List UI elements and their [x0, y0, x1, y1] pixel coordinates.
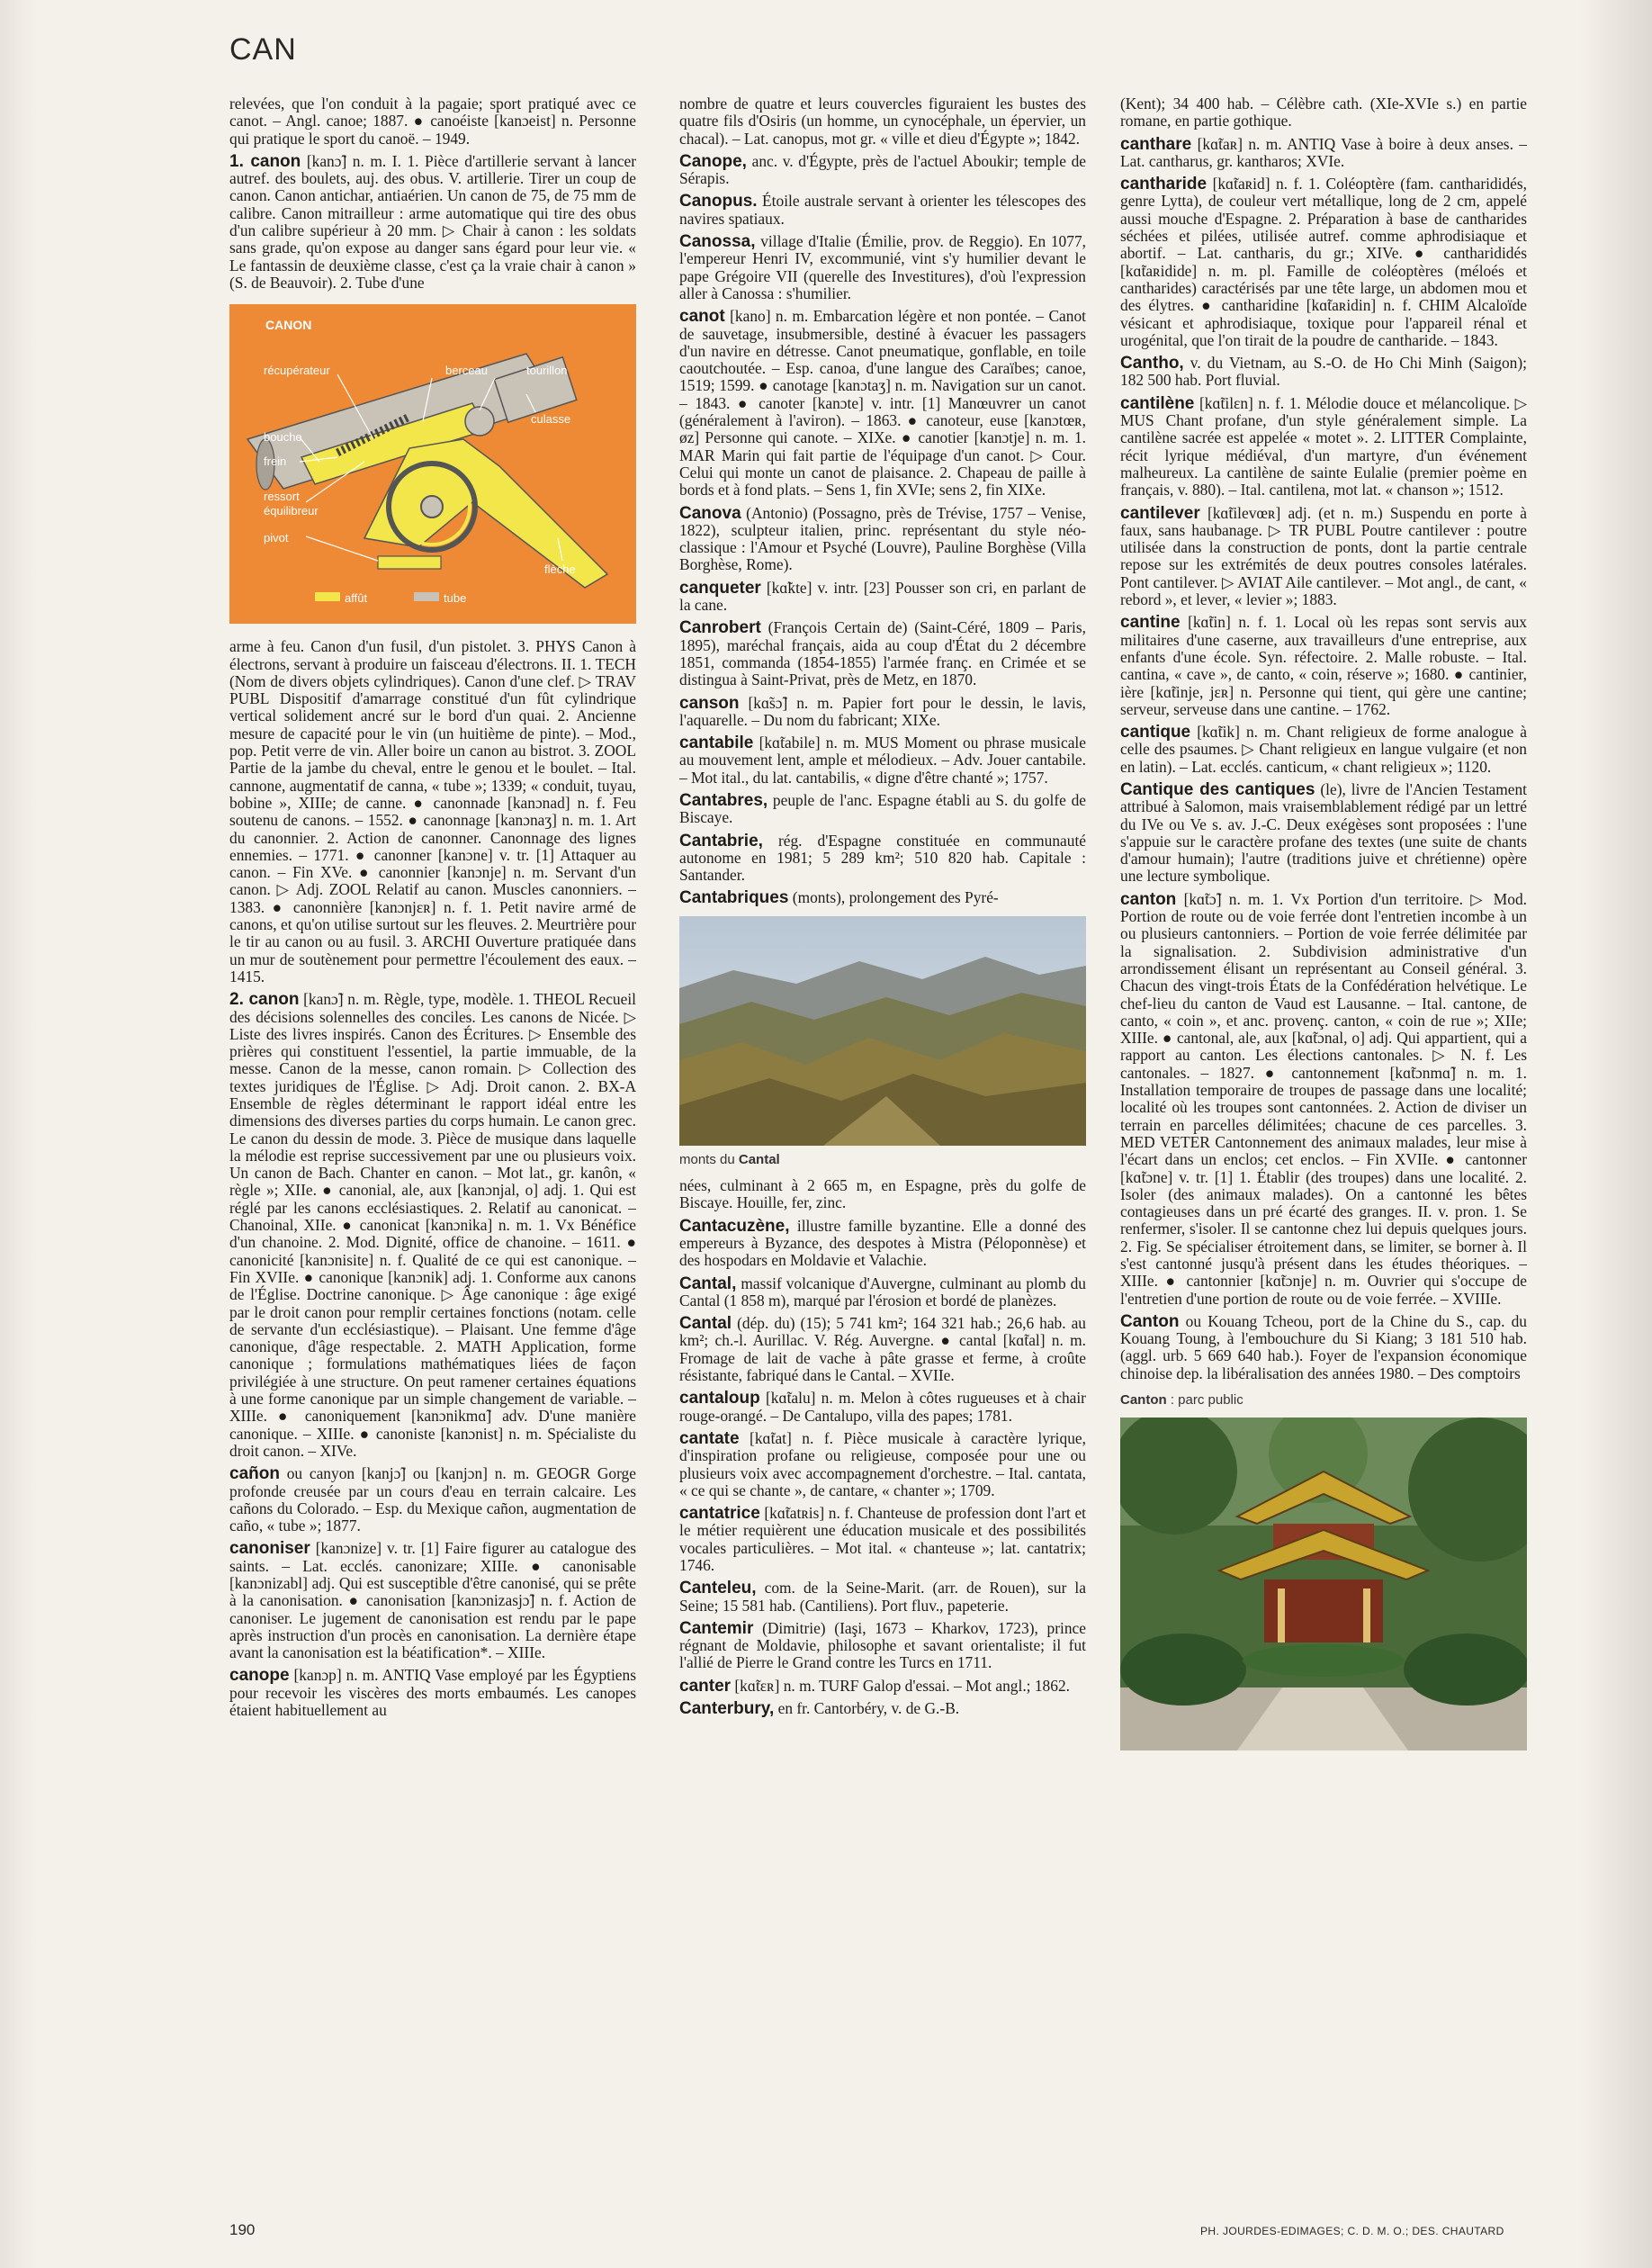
headword: canope: [229, 1666, 290, 1686]
label-tourillon: tourillon: [526, 364, 568, 378]
headword: Canossa,: [679, 232, 756, 252]
cantal-photo-figure: [679, 916, 1086, 1168]
headword: Canova: [679, 503, 741, 523]
definition: illustre famille byzantine. Elle a donné des empereurs à Byzance, des despotes à Mistra (Péloponnèse) et des hospodars en Moldavie et Valachie.: [679, 1216, 1086, 1270]
headword: Cantique des cantiques: [1120, 779, 1315, 799]
headword: cantaloup: [679, 1389, 760, 1408]
definition: (le), livre de l'Ancien Testament attribué à Salomon, mais vraisemblablement rédigé par un lettré du IVe ou Ve s. av. J.-C. Deux exégèses sont proposées : l'une s'appuie sur le caractère profane des textes (une suite de chants d'amour humain); l'autre (traditions juive et chrétienne) opère une lecture symbolique.: [1120, 779, 1527, 886]
entry-cantine: [1120, 614, 1527, 718]
entry-cantabriques-cont: nées, culminant à 2 665 m, en Espagne, près du golfe de Biscaye. Houille, fer, zinc.: [679, 1176, 1086, 1212]
label-culasse: culasse: [531, 412, 571, 427]
headword: 2. canon: [229, 990, 300, 1010]
headword: Canterbury,: [679, 1699, 775, 1719]
definition: (François Certain de) (Saint-Céré, 1809 – Paris, 1895), maréchal français, aida au coup d'État du 2 décembre 1851, commanda (1854-1855) l'armée franç. en Crimée et se distingua à Saint-Privat, près de Metz, en 1870.: [679, 618, 1086, 689]
headword: cañon: [229, 1464, 280, 1484]
definition: (Dimitrie) (Iaşi, 1673 – Kharkov, 1723), prince régnant de Moldavie, philosophe et savant orientaliste; il fut l'allié de Pierre le Grand contre les Turcs en 1711.: [679, 1618, 1086, 1672]
entry-cantique-des-cantiques: [1120, 781, 1527, 886]
legend-affut: affût: [345, 591, 368, 606]
headword: canthare: [1120, 134, 1192, 154]
definition: massif volcanique d'Auvergne, culminant au plomb du Cantal (1 858 m), marqué par l'érosion et bordé de planèzes.: [679, 1274, 1086, 1310]
definition: [kanɔnize] v. tr. [1] Faire figurer au catalogue des saints. – Lat. ecclés. canonizare; XIIIe. ● canonisable [kanɔnizabl] adj. Qui est susceptible d'être canonisé, qui se prête à la canonisation. ● canonisation [kanɔnizasjɔ̃] n. f. Action de canoniser. Le jugement de canonisation est rendu par le pape après instruction d'un procès en canonisation. La dernière étape avant la canonisation est la béatification*. – XIIIe.: [229, 1539, 636, 1662]
definition: [kɑ̃tɛʀ] n. m. TURF Galop d'essai. – Mot angl.; 1862.: [734, 1676, 1070, 1695]
headword: 1. canon: [229, 151, 301, 171]
entry-canope-cont: nombre de quatre et leurs couvercles figuraient les bustes des quatre fils d'Osiris (un homme, un cynocéphale, un épervier, un chacal). – Lat. canopus, mot gr. « ville et dieu d'Égypte »; 1842.: [679, 94, 1086, 148]
headword: canton: [1120, 889, 1177, 909]
caption-text: : parc public: [1170, 1392, 1243, 1408]
headword: Cantabres,: [679, 790, 768, 810]
definition: [kɑ̃tatʀis] n. f. Chanteuse de profession dont l'art et le métier requièrent une éducation musicale et des possibilités vocales particulières. – Mot ital. « chanteuse »; lat. cantatrix; 1746.: [679, 1504, 1086, 1574]
entry-cantemir: [679, 1620, 1086, 1672]
entry-canrobert: [679, 619, 1086, 688]
headword: Cantabriques: [679, 888, 789, 908]
entry-cantal-massif: [679, 1275, 1086, 1310]
label-equilibreur: équilibreur: [264, 504, 319, 518]
page-edge-shade: [1580, 0, 1652, 2268]
definition: ou Kouang Tcheou, port de la Chine du S., cap. du Kouang Toung, à l'embouchure du Si Kiang; 3 181 510 hab. (aggl. urb. 5 669 640 hab.). Foyer de l'expansion économique chinoise dep. la libéralisation des années 1980. – Des comptoirs: [1120, 1311, 1527, 1382]
canton-photo-caption: [1120, 1391, 1527, 1408]
entry-cantabrie: [679, 832, 1086, 885]
entry-canton: [1120, 891, 1527, 1308]
entry-cantacuzene: [679, 1218, 1086, 1270]
definition: en fr. Cantorbéry, v. de G.-B.: [777, 1699, 960, 1718]
entry-canqueter: [679, 580, 1086, 615]
definition: ou canyon [kanjɔ̃] ou [kanjɔn] n. m. GEOGR Gorge profonde creusée par un cours d'eau en terrain calcaire. Les cañons du Colorado. – Esp. du Mexique cañon, augmentation de caño, « tube »; 1877.: [229, 1464, 636, 1535]
headword: canson: [679, 693, 740, 713]
headword: Cantabrie,: [679, 831, 763, 850]
definition: [kanɔ̃] n. m. Règle, type, modèle. 1. THEOL Recueil des décisions solennelles des conciles. Les canons de Nicée. ▷ Liste des livres inspirés. Canon des Écritures. ▷ Ensemble des prières qui constituent l'essentiel, la partie immuable, de la messe. Canon de la messe, canon romain. ▷ Collection des textes juridiques de l'Église. ▷ Adj. Droit canon. 2. BX-A Ensemble de règles déterminant le rapport idéal entre les dimensions des diverses parties du corps humain. Le canon grec. Le canon du dessin de mode. 3. Pièce de musique dans laquelle la mélodie est reprise successivement par une ou plusieurs voix. Un canon de Bach. Chanter en canon. – Mot lat., gr. kanôn, « règle »; XIIe. ● canonial, ale, aux [kanɔnjal, o] adj. 1. Qui est réglé par les canons ecclésiastiques. 2. Relatif au canonicat. – Chanoinal, XIIe. ● canonicat [kanɔnika] n. m. 1. Vx Bénéfice d'un chanoine. 2. Mod. Dignité, office de chanoine. – 1611. ● canonicité [kanɔnisite] n. f. Qualité de ce qui est canonique. – Fin XVIIe. ● canonique [kanɔnik] adj. 1. Conforme aux canons de l'Église. Doctrine canonique. ▷ Âge canonique : âge exigé par le droit canon pour remplir certaines fonctions (notam. celle de servante d'un ecclésiastique). – Plaisant. Une femme d'âge canonique, d'âge respectable. 2. MATH Application, forme canonique ; formulations mathématiques liées de façon privilégiée à une structure. On peut ramener certaines équations à une forme canonique par un simple changement de variable. – XIIIe. ● canoniquement [kanɔnikmɑ̃] adv. D'une manière canonique. – XIIIe. ● canoniste [kanɔnist] n. m. Spécialiste du droit canon. – XIVe.: [229, 990, 636, 1460]
definition: [kano] n. m. Embarcation légère et non pontée. – Canot de sauvetage, insubmersible, destiné à évacuer les passagers d'un navire en détresse. Canot pneumatique, gonflable, en toile caoutchoutée. – Esp. canoa, d'une langue des Caraïbes; canoe, 1519; 1599. ● canotage [kanɔtaʒ] n. m. Navigation sur un canot. – 1843. ● canoter [kanɔte] v. intr. [1] Manœuvrer un canot (généralement à l'aviron). – 1863. ● canoteur, euse [kanɔtœʀ, øz] Personne qui canote. – XIXe. ● canotier [kanɔtje] n. m. 1. MAR Marin qui fait partie de l'équipage d'un canot. ▷ Cour. Celui qui monte un canot de plaisance. 2. Chapeau de paille à bords et à fond plats. – Sens 1, fin XVIe; sens 2, fin XIXe.: [679, 307, 1086, 500]
cantal-photo-caption: [679, 1151, 1086, 1168]
entry-canson: [679, 695, 1086, 730]
headword: cantharide: [1120, 175, 1208, 194]
cantal-mountains-photo: [679, 916, 1086, 1146]
entry-cantabile: [679, 734, 1086, 787]
headword: Canopus.: [679, 192, 758, 212]
headword: cantabile: [679, 734, 754, 753]
headword: cantique: [1120, 723, 1191, 742]
definition: [kɑ̃talu] n. m. Melon à côtes rugueuses et à chair rouge-orangé. – De Cantalupo, villa des papes; 1781.: [679, 1389, 1086, 1425]
headword: cantate: [679, 1428, 740, 1448]
headword: canter: [679, 1676, 732, 1696]
definition: [kɑ̃taʀ] n. m. ANTIQ Vase à boire à deux anses. – Lat. cantharus, gr. kantharos; XVIe.: [1120, 134, 1527, 170]
headword: Canope,: [679, 151, 747, 171]
label-bouche: bouche: [264, 430, 302, 445]
headword: Cantemir: [679, 1618, 754, 1638]
headword: Cantho,: [1120, 354, 1184, 374]
diagram-title: CANON: [265, 318, 312, 333]
entry-cantal-dep: [679, 1315, 1086, 1384]
definition: com. de la Seine-Marit. (arr. de Rouen), sur la Seine; 15 581 hab. (Cantiliens). Port fluv., papeterie.: [679, 1579, 1086, 1615]
definition: [kɑ̃tilɛn] n. f. 1. Mélodie douce et mélancolique. ▷ MUS Chant profane, d'un style généralement simple. La cantilène sacrée est appelée « motet ». 2. LITTER Complainte, récit lyrique médiéval, d'un martyre, d'un événement malheureux. La cantilène de sainte Eulalie (premier poème en français, v. 880). – Ital. cantilena, mot lat. « chanson »; 1512.: [1120, 393, 1527, 500]
definition: (Antonio) (Possagno, près de Trévise, 1757 – Venise, 1822), sculpteur italien, princ. représentant du style néo-classique : l'Amour et Psyché (Louvre), Pauline Borghèse (Villa Borghèse, Rome).: [679, 503, 1086, 574]
label-recuperateur: récupérateur: [264, 364, 330, 378]
headword: Canrobert: [679, 618, 761, 638]
running-head: CAN: [229, 32, 297, 67]
entry-cantabriques: [679, 889, 1086, 906]
definition: [kɑ̃tɔ̃] n. m. 1. Vx Portion d'un territoire. ▷ Mod. Portion de route ou de voie ferrée dont l'entretien incombe à un ou plusieurs cantonniers. – Portion de voie ferrée délimitée par la signalisation. 2. Subdivision administrative d'un arrondissement élisant un représentant au Conseil général. 3. Chacun des vingt-trois États de la Confédération helvétique. Le chef-lieu du canton de Vaud est Lausanne. – Ital. cantone, de canto, « coin », et anc. provenç. canton, « coin de rue »; XIIe; XIIIe. ● cantonal, ale, aux [kɑ̃tɔnal, o] adj. Qui appartient, qui a rapport au canton. Les élections cantonales. ▷ N. f. Les cantonales. – 1827. ● cantonnement [kɑ̃tɔnmɑ̃] n. m. 1. Installation temporaire de troupes de passage dans une localité; localité où les troupes sont cantonnées. 2. Action de diviser un terrain en parcelles délimitées; chacune de ces parcelles. 3. MED VETER Cantonnement des animaux malades, leur mise à l'écart dans un enclos; cet enclos. – Fin XVIIe. ● cantonner [kɑ̃tɔne] v. tr. [1] 1. Établir (des troupes) dans une localité. 2. Isoler (des animaux malades). On a cantonné les bêtes contagieuses dans un pré écarté des granges. II. v. pron. 1. Se renfermer, s'isoler. Il se cantonne chez lui depuis quelques jours. 2. Fig. Se spécialiser étroitement dans, se limiter, se borner à. Il s'est cantonné jusqu'à présent dans les études théoriques. – XIIIe. ● cantonnier [kɑ̃tɔnje] n. m. Ouvrier qui s'occupe de l'entretien d'une portion de route ou de voie ferrée. – XVIIIe.: [1120, 889, 1527, 1308]
headword: cantatrice: [679, 1504, 760, 1524]
column-2: [679, 95, 1086, 1723]
entry-canoniser: [229, 1540, 636, 1661]
entry-canton-city: [1120, 1313, 1527, 1382]
headword: canoniser: [229, 1539, 310, 1559]
definition: [kɑ̃tilevœʀ] adj. (et n. m.) Suspendu en porte à faux, sans haubanage. ▷ TR PUBL Poutre cantilever : poutre utilisée dans la construction de ponts, dont la partie centrale repose sur les extrémités de deux poutres consoles latérales. Pont cantilever. ▷ AVIAT Aile cantilever. – Mot angl., de cant, « rebord », et lever, « levier »; 1883.: [1120, 503, 1527, 609]
label-berceau: berceau: [445, 364, 488, 378]
definition: [kɑ̃sɔ̃] n. m. Papier fort pour le dessin, le lavis, l'aquarelle. – Du nom du fabricant; XIXe.: [679, 693, 1086, 729]
page-gutter-shade: [0, 0, 36, 2268]
entry-canterbury: [679, 1700, 1086, 1717]
entry-cantatrice: [679, 1505, 1086, 1574]
label-pivot: pivot: [264, 531, 289, 545]
entry-cantharide: [1120, 176, 1527, 349]
entry-cantabres: [679, 792, 1086, 827]
definition: (dép. du) (15); 5 741 km²; 164 321 hab.; 26,6 hab. au km²; ch.-l. Aurillac. V. Rég. Auvergne. ● cantal [kɑ̃tal] n. m. Fromage de lait de vache à pâte grasse et ferme, à croûte résistante, fabriqué dans le Cantal. – XVIIe.: [679, 1314, 1086, 1385]
legend-tube: tube: [444, 591, 467, 606]
entry-canterbury-cont: (Kent); 34 400 hab. – Célèbre cath. (XIe-XVIe s.) en partie romane, en partie gothique.: [1120, 94, 1527, 130]
definition: [kɑ̃tabile] n. m. MUS Moment ou phrase musicale au mouvement lent, ample et mélodieux. – Adv. Jouer cantabile. – Mot ital., du lat. cantabilis, « digne d'être chanté »; 1757.: [679, 734, 1086, 787]
column-3: [1120, 95, 1527, 1760]
entry-canope: [229, 1667, 636, 1719]
entry-cantilene: [1120, 395, 1527, 500]
entry-cantaloup: [679, 1390, 1086, 1425]
definition: (monts), prolongement des Pyré-: [792, 888, 999, 907]
headword: canqueter: [679, 578, 761, 598]
label-ressort: ressort: [264, 490, 300, 504]
entry-canova: [679, 505, 1086, 574]
entry-canon-1-cont: arme à feu. Canon d'un fusil, d'un pistolet. 3. PHYS Canon à électrons, servant à produire un faisceau d'électrons. II. 1. TECH (Nom de divers objets cylindriques). Canon d'une clef. ▷ TRAV PUBL Dispositif d'amarrage constitué d'un fût cylindrique vertical solidement ancré sur le bord d'un quai. 2. Ancienne mesure de capacité pour le vin (un huitième de pinte). – Mod., pop. Petit verre de vin. Aller boire un canon au bistrot. 3. ZOOL Partie de la jambe du cheval, entre le genou et le boulet. – Ital. cannone, augmentatif de canna, « tube »; 1339; « conduit, tuyau, bobine », XIIIe; de canne. ● canonnade [kanɔnad] n. f. Feu soutenu de canons. – 1552. ● canonnage [kanɔnaʒ] n. m. 1. Art du canonnier. 2. Action de canonner. Canonnage des lignes ennemies. – 1771. ● canonner [kanɔne] v. tr. [1] Attaquer au canon. – Fin XVe. ● canonnier [kanɔnje] n. m. Servant d'un canon. ▷ Adj. ZOOL Relatif au canon. Muscles canonniers. – 1383. ● canonnière [kanɔnjɛʀ] n. f. 1. Petit navire armé de canons, et qu'on utilise surtout sur les fleuves. 2. Meurtrière pour le tir au canon ou au fusil. 3. ARCHI Ouverture pratiquée dans un mur de soutènement pour permettre l'écoulement des eaux. – 1415.: [229, 637, 636, 986]
definition: anc. v. d'Égypte, près de l'actuel Aboukir; temple de Sérapis.: [679, 151, 1086, 188]
photo-credits: PH. JOURDES-EDIMAGES; C. D. M. O.; DES. CHAUTARD: [1200, 2225, 1504, 2237]
definition: peuple de l'anc. Espagne établi au S. du golfe de Biscaye.: [679, 790, 1086, 827]
headword: cantilever: [1120, 503, 1200, 523]
label-fleche: flèche: [544, 562, 576, 577]
definition: [kɑ̃tik] n. m. Chant religieux de forme analogue à celle des psaumes. ▷ Chant religieux en langue vulgaire (et non en latin). – Lat. ecclés. canticum, « chant religieux »; 1120.: [1120, 723, 1527, 776]
caption-text: monts du: [679, 1151, 735, 1167]
headword: canot: [679, 307, 725, 327]
headword: Cantal: [679, 1314, 732, 1334]
headword: cantine: [1120, 613, 1181, 633]
definition: v. du Vietnam, au S.-O. de Ho Chi Minh (Saigon); 182 500 hab. Port fluvial.: [1120, 354, 1527, 390]
entry-canteleu: [679, 1580, 1086, 1615]
headword: cantilène: [1120, 393, 1195, 413]
headword: Canton: [1120, 1311, 1180, 1331]
entry-canter: [679, 1678, 1086, 1695]
entry-cantho: [1120, 355, 1527, 390]
entry-canon-gorge: [229, 1465, 636, 1534]
entry-cantique: [1120, 724, 1527, 776]
definition: village d'Italie (Émilie, prov. de Reggio). En 1077, l'empereur Henri IV, excommunié, vint s'y humilier devant le pape Grégoire VII (querelle des Investitures), d'où l'expression aller à Canossa : s'humilier.: [679, 232, 1086, 302]
entry-canossa: [679, 233, 1086, 302]
definition: [kanɔp] n. m. ANTIQ Vase employé par les Égyptiens pour recevoir les viscères des morts embaumés. Les canopes étaient habituellement au: [229, 1666, 636, 1720]
definition: [kanɔ̃] n. m. I. 1. Pièce d'artillerie servant à lancer autref. des boulets, auj. des obus. V. artillerie. Tirer un coup de canon. Canon antichar, antiaérien. Un canon de 75, de 75 mm de calibre. Canon mitrailleur : arme automatique qui tire des obus d'un calibre supérieur à 20 mm. ▷ Chair à canon : les soldats sans grade, qu'on expose au danger sans égard pour leur vie. « Le fantassin de deuxième classe, c'est ça la vraie chair à canon » (S. de Beauvoir). 2. Tube d'une: [229, 151, 637, 292]
label-frein: frein: [264, 454, 287, 469]
headword: Canteleu,: [679, 1579, 757, 1598]
definition: [kɑ̃tin] n. f. 1. Local où les repas sont servis aux militaires d'une caserne, aux travailleurs d'une entreprise, aux enfants d'une école. Syn. réfectoire. 2. Malle robuste. – Ital. cantina, « cave », de canto, « coin, réserve »; 1680. ● cantinier, ière [kɑ̃tinje, jɛʀ] n. Personne qui tient, qui gère une cantine; serveur, serveuse dans une cantine. – 1762.: [1120, 613, 1527, 718]
entry-canot: [679, 308, 1086, 499]
entry-cantilever: [1120, 505, 1527, 609]
caption-bold: Cantal: [738, 1151, 780, 1167]
caption-bold: Canton: [1120, 1392, 1167, 1408]
entry-canopus: [679, 193, 1086, 228]
canon-diagram: [229, 304, 636, 624]
definition: [kɑ̃kte] v. intr. [23] Pousser son cri, en parlant de la cane.: [679, 578, 1086, 615]
entry-canon-2: [229, 991, 636, 1460]
definition: rég. d'Espagne constituée en communauté autonome en 1981; 5 289 km²; 510 820 hab. Capitale : Santander.: [679, 831, 1086, 885]
definition: [kɑ̃tat] n. f. Pièce musicale à caractère lyrique, d'inspiration profane ou religieuse, composée pour une ou plusieurs voix avec accompagnement d'orchestre. – Ital. cantata, « ce qui se chante », de cantare, « chanter »; 1709.: [679, 1428, 1086, 1499]
entry-cantate: [679, 1430, 1086, 1499]
legend-swatch-affut: [315, 592, 340, 601]
definition: [kɑ̃taʀid] n. f. 1. Coléoptère (fam. cantharididés, genre Lytta), de couleur vert métallique, long de 2 cm, appelé aussi mouche d'Espagne. 2. Préparation à base de cantharides séchées et pilées, utilisée autref. comme aphrodisiaque et abortif. – Lat. cantharis, du gr.; XIVe. ● cantharididés [kɑ̃taʀidide] n. m. pl. Famille de coléoptères (méloés et cantharides) caractérisés par une tête large, un abdomen mou et des élytres. ● cantharidine [kɑ̃taʀidin] n. f. CHIM Alcaloïde vésicant et aphrodisiaque, toxique pour l'appareil rénal et urogénital, que l'on tirait de la poudre de cantharide. – 1843.: [1120, 175, 1527, 349]
canton-park-photo: [1120, 1418, 1527, 1750]
page-number: 190: [229, 2221, 256, 2238]
entry-canon-1: [229, 153, 636, 292]
headword: Cantacuzène,: [679, 1216, 790, 1236]
definition: Étoile australe servant à orienter les télescopes des navires spatiaux.: [679, 192, 1086, 228]
headword: Cantal,: [679, 1274, 737, 1293]
canton-photo-figure: [1120, 1391, 1527, 1750]
entry-canope-city: [679, 153, 1086, 188]
column-1: [229, 95, 636, 1724]
entry-canthare: [1120, 136, 1527, 171]
legend-swatch-tube: [414, 592, 439, 601]
entry-canoeiste: relevées, que l'on conduit à la pagaie; sport pratiqué avec ce canot. – Angl. canoe; 1887. ● canoéiste [kanɔeist] n. Personne qui pratique le sport du canoë. – 1949.: [229, 94, 636, 148]
